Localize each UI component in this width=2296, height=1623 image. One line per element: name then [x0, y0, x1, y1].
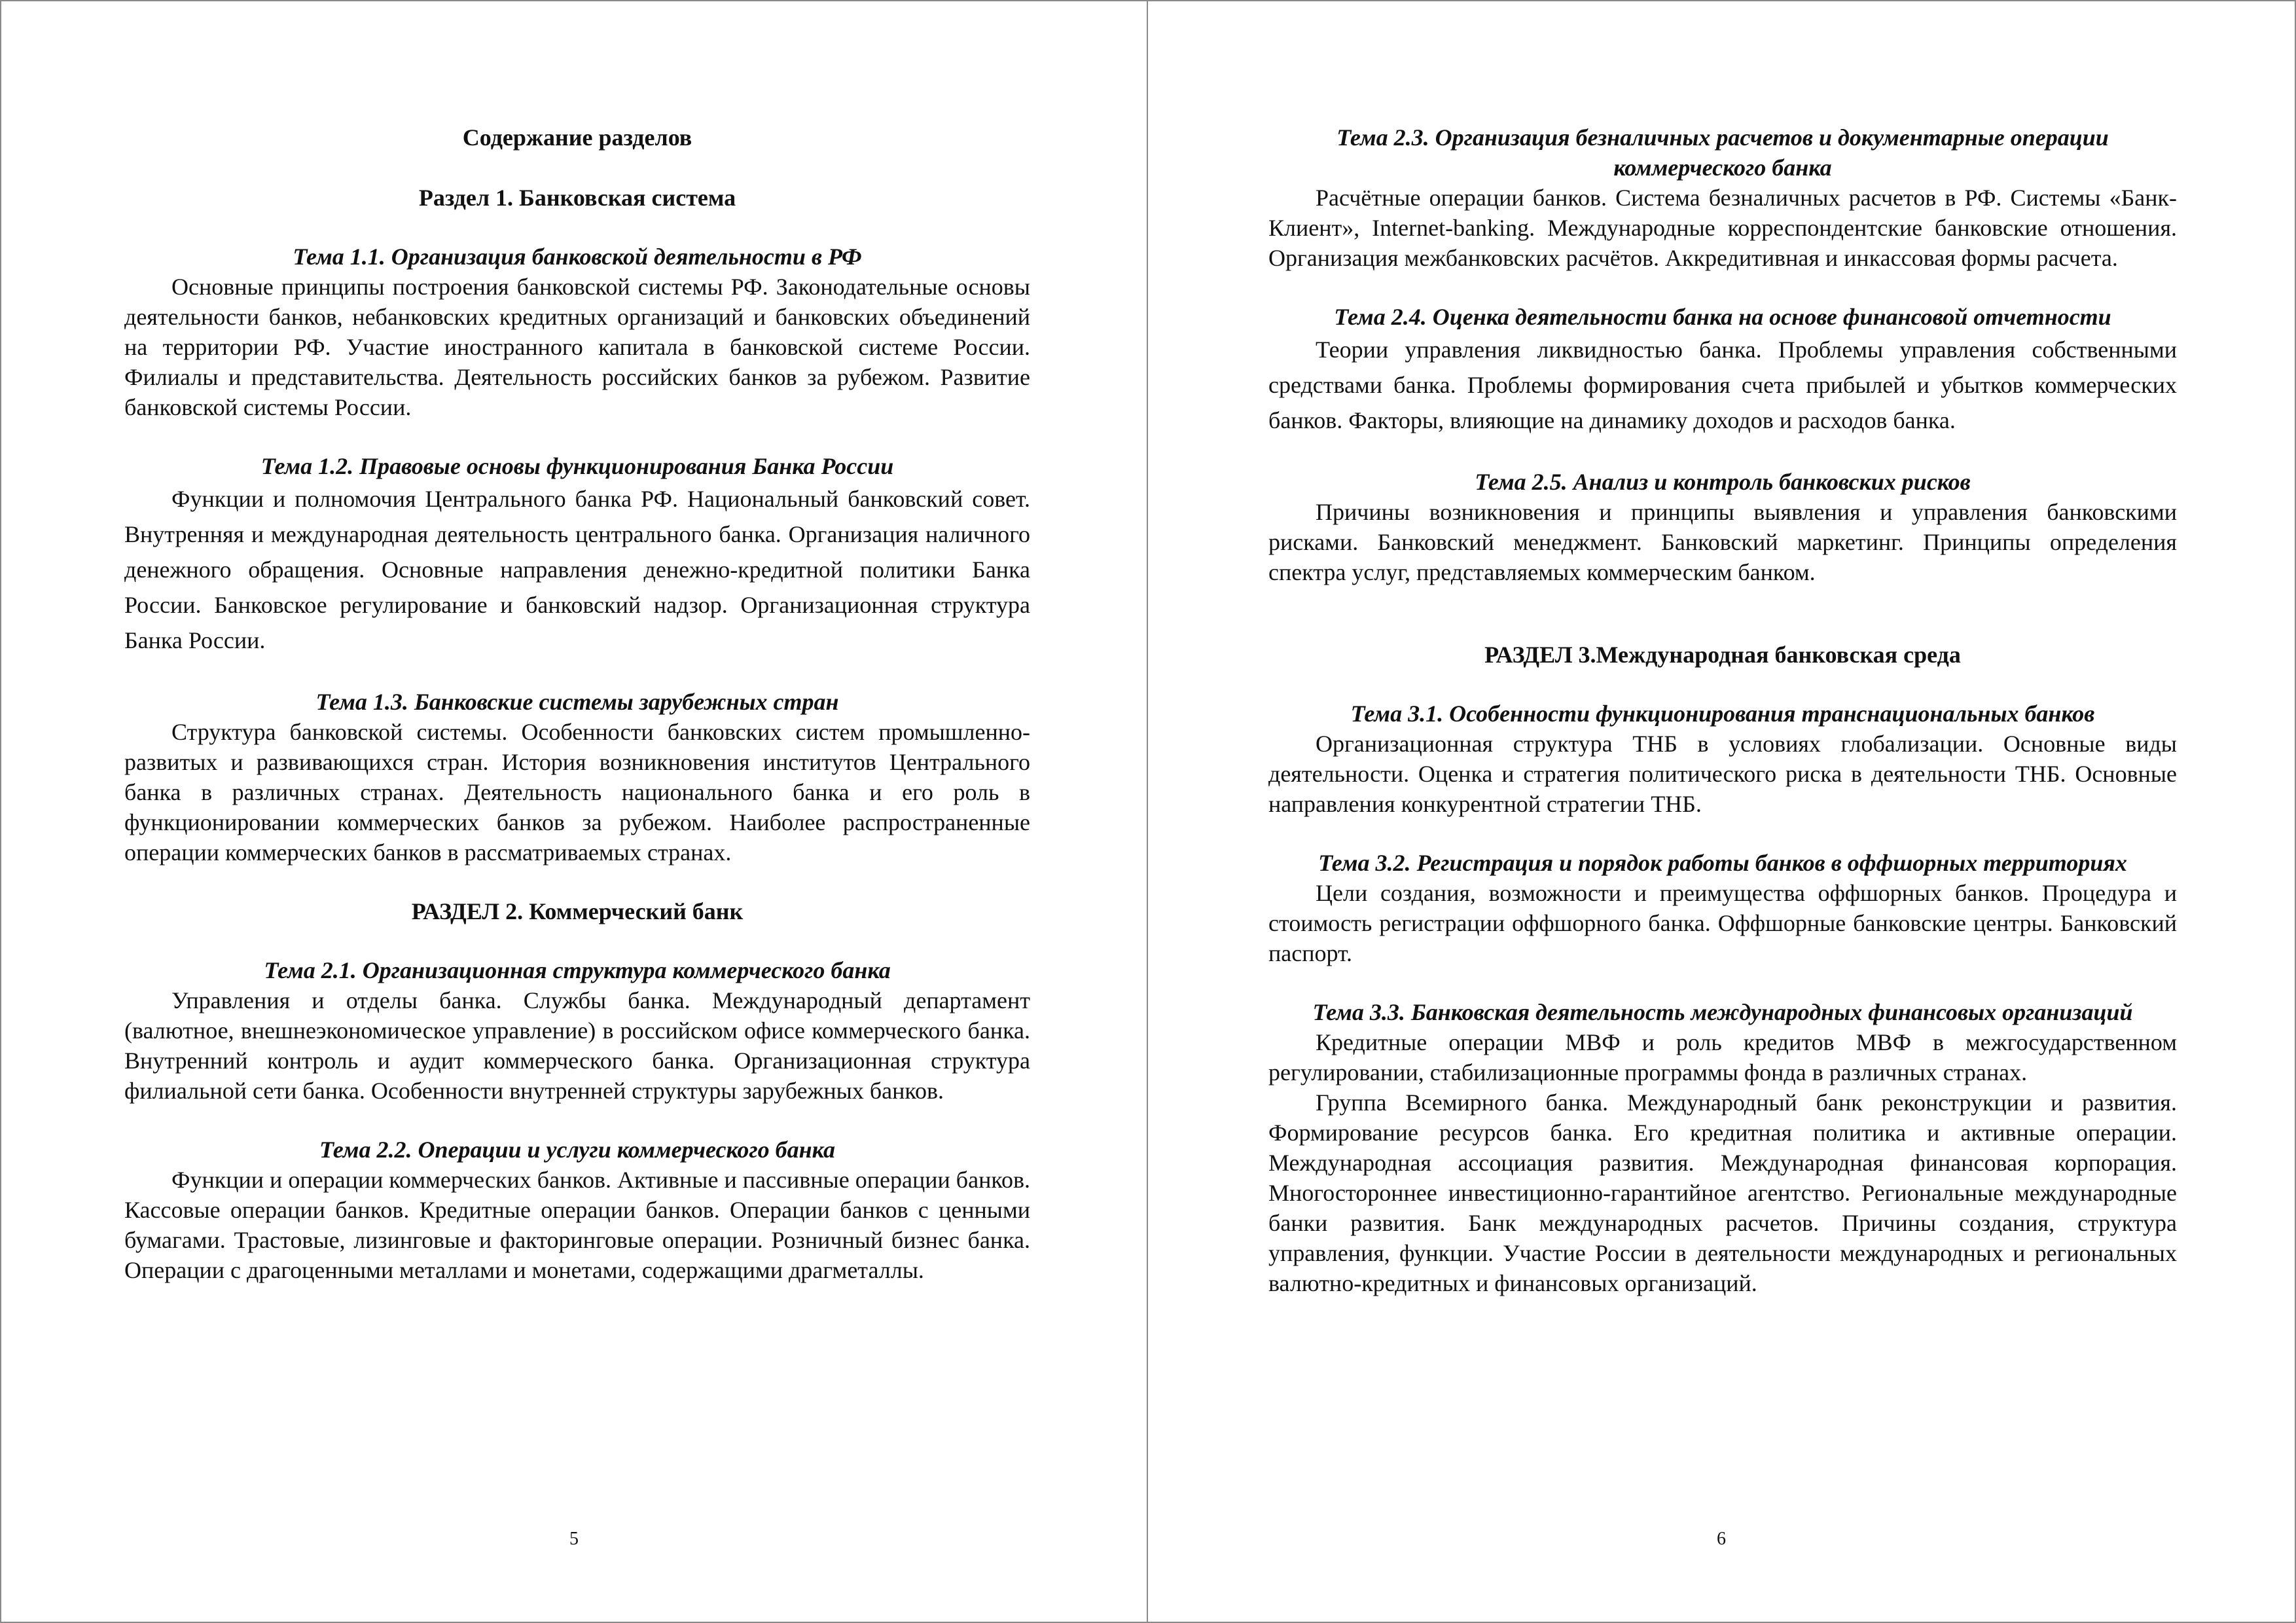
topic-2-1-title: Тема 2.1. Организационная структура коммерческого банка: [264, 957, 891, 983]
topic-3-2-text: Цели создания, возможности и преимущества оффшорных банков. Процедура и стоимость регистрации оффшорного банка. Оффшорные банковские центры. Банковский паспорт.: [1268, 880, 2177, 966]
topic-3-3-text-1: Кредитные операции МВФ и роль кредитов МВФ в межгосударственном регулировании, стабилизационные программы фонда в различных странах.: [1268, 1029, 2177, 1085]
topic-2-5-title: Тема 2.5. Анализ и контроль банковских рисков: [1475, 469, 1971, 495]
topic-1-1-title: Тема 1.1. Организация банковской деятельности в РФ: [293, 244, 862, 270]
topic-2-4-title: Тема 2.4. Оценка деятельности банка на основе финансовой отчетности: [1334, 304, 2111, 330]
left-page-content: [124, 122, 1030, 1285]
contents-title: Содержание разделов: [462, 124, 692, 151]
page-number-left: 5: [569, 1529, 579, 1549]
topic-1-3-title: Тема 1.3. Банковские системы зарубежных стран: [315, 689, 839, 715]
topic-1-2-title: Тема 1.2. Правовые основы функционирования Банка России: [260, 453, 894, 479]
topic-1-2-text: Функции и полномочия Центрального банка РФ. Национальный банковский совет. Внутренняя и международная деятельность центрального банка. Организация наличного денежного обращения. Основные направления денежно-кредитной политики Банка России. Банковское регулирование и банковский надзор. Организационная структура Банка России.: [124, 486, 1030, 653]
section-1-heading: Раздел 1. Банковская система: [418, 185, 736, 211]
topic-3-1-text: Организационная структура ТНБ в условиях глобализации. Основные виды деятельности. Оценка и стратегия политического риска в деятельности ТНБ. Основные направления конкурентной стратегии ТНБ.: [1268, 731, 2177, 817]
topic-3-1-title: Тема 3.1. Особенности функционирования транснациональных банков: [1350, 701, 2095, 727]
topic-3-2-title: Тема 3.2. Регистрация и порядок работы банков в оффшорных территориях: [1318, 850, 2127, 876]
topic-2-3-text: Расчётные операции банков. Система безналичных расчетов в РФ. Системы «Банк-Клиент», Internet-banking. Международные корреспондентские банковские отношения. Организация межбанковских расчётов. Аккредитивная и инкассовая формы расчета.: [1268, 185, 2177, 271]
topic-2-2-title: Тема 2.2. Операции и услуги коммерческого банка: [319, 1137, 835, 1163]
topic-3-3-text-2: Группа Всемирного банка. Международный банк реконструкции и развития. Формирование ресурсов банка. Его кредитная политика и активные операции. Международная ассоциация развития. Международная финансовая корпорация. Многостороннее инвестиционно-гарантийное агентство. Региональные международные банки развития. Банк международных расчетов. Причины создания, структура управления, функции. Участие России в деятельности международных и региональных валютно-кредитных и финансовых организаций.: [1268, 1089, 2177, 1296]
right-page: [1148, 0, 2296, 1623]
topic-2-1-text: Управления и отделы банка. Службы банка. Международный департамент (валютное, внешнеэкономическое управление) в российском офисе коммерческого банка. Внутренний контроль и аудит коммерческого банка. Организационная структура филиальной сети банка. Особенности внутренней структуры зарубежных банков.: [124, 987, 1030, 1104]
section-3-heading: РАЗДЕЛ 3.Международная банковская среда: [1484, 642, 1961, 668]
topic-2-4-text: Теории управления ликвидностью банка. Проблемы управления собственными средствами банка. Проблемы формирования счета прибылей и убытков коммерческих банков. Факторы, влияющие на динамику доходов и расходов банка.: [1268, 337, 2177, 433]
topic-2-3-title: Тема 2.3. Организация безналичных расчетов и документарные операции коммерческого банка: [1336, 124, 2109, 181]
page-number-right: 6: [1717, 1529, 1726, 1549]
topic-3-3-title: Тема 3.3. Банковская деятельность международных финансовых организаций: [1312, 999, 2133, 1025]
topic-2-2-text: Функции и операции коммерческих банков. Активные и пассивные операции банков. Кассовые операции банков. Кредитные операции банков. Операции банков с ценными бумагами. Трастовые, лизинговые и факторинговые операции. Розничный бизнес банка. Операции с драгоценными металлами и монетами, содержащими драгметаллы.: [124, 1167, 1030, 1283]
topic-2-5-text: Причины возникновения и принципы выявления и управления банковскими рисками. Банковский менеджмент. Банковский маркетинг. Принципы определения спектра услуг, представляемых коммерческим банком.: [1268, 499, 2177, 585]
topic-1-1-text: Основные принципы построения банковской системы РФ. Законодательные основы деятельности банков, небанковских кредитных организаций и банковских объединений на территории РФ. Участие иностранного капитала в банковской системе России. Филиалы и представительства. Деятельность российских банков за рубежом. Развитие банковской системы России.: [124, 274, 1030, 420]
section-2-heading: РАЗДЕЛ 2. Коммерческий банк: [411, 898, 744, 924]
right-page-content: [1268, 122, 2177, 1298]
topic-1-3-text: Структура банковской системы. Особенности банковских систем промышленно-развитых и развивающихся стран. История возникновения институтов Центрального банка в различных странах. Деятельность национального банка и его роль в функционировании коммерческих банков за рубежом. Наиболее распространенные операции коммерческих банков в рассматриваемых странах.: [124, 719, 1030, 866]
